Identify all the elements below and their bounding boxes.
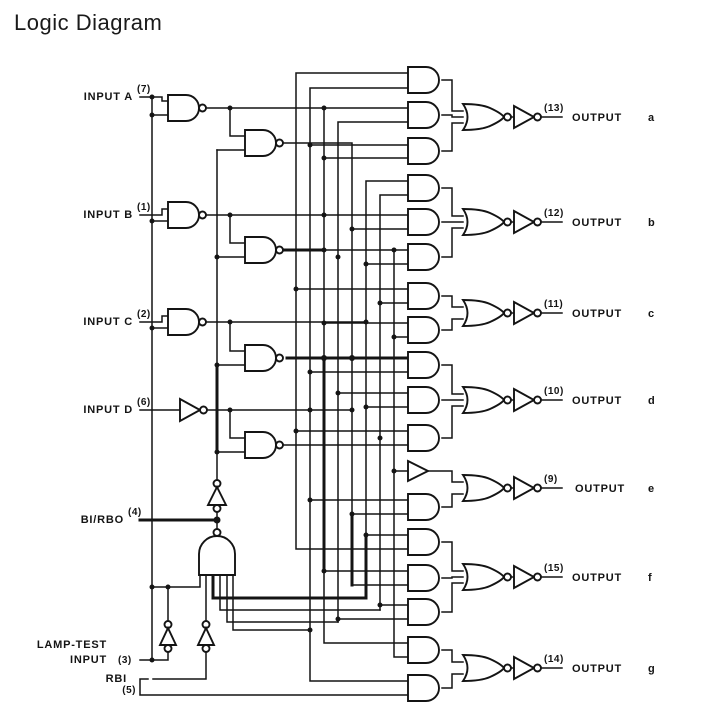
- nand-gate-input-c: [168, 309, 206, 335]
- nor-gate-g: [463, 655, 511, 681]
- and-gate: [408, 425, 439, 451]
- inverter-birbo: [208, 480, 226, 512]
- and-gate: [408, 283, 439, 309]
- output-gate-column: [463, 104, 541, 681]
- and-gate: [408, 352, 439, 378]
- output-inverter-e: [514, 477, 541, 499]
- and-gate: [408, 67, 439, 93]
- output-b-label: OUTPUT: [572, 217, 623, 229]
- nand-gate-d2: [245, 432, 283, 458]
- and-gate: [408, 317, 439, 343]
- output-inverter-f: [514, 566, 541, 588]
- inverter-lamp-test: [160, 621, 176, 652]
- input-gate-column: [160, 95, 283, 652]
- inverter-rbi: [198, 621, 214, 652]
- and-gate-array: [408, 67, 439, 701]
- output-d-segment: d: [648, 395, 655, 407]
- nor-gate-f: [463, 564, 511, 590]
- input-c-label: INPUT C: [83, 316, 133, 328]
- output-a-label: OUTPUT: [572, 112, 623, 124]
- and-gate: [408, 675, 439, 701]
- output-c-pin: (11): [544, 299, 564, 310]
- output-d-pin: (10): [544, 386, 564, 397]
- input-a-pin: (7): [137, 84, 151, 95]
- output-inverter-c: [514, 302, 541, 324]
- rbi-label: RBI: [105, 673, 127, 685]
- nor-gate-d: [463, 387, 511, 413]
- output-e-label: OUTPUT: [575, 483, 626, 495]
- nand-gate-b2: [245, 237, 283, 263]
- and-gate: [408, 209, 439, 235]
- output-inverter-b: [514, 211, 541, 233]
- bi-rbo-pin: (4): [128, 507, 142, 518]
- nand-gate-a2: [245, 130, 283, 156]
- input-b-pin: (1): [137, 202, 151, 213]
- input-d-pin: (6): [137, 397, 151, 408]
- output-inverter-d: [514, 389, 541, 411]
- output-inverter-g: [514, 657, 541, 679]
- output-b-pin: (12): [544, 208, 564, 219]
- output-e-pin: (9): [544, 474, 558, 485]
- page-title: Logic Diagram: [14, 10, 163, 35]
- output-f-segment: f: [648, 572, 652, 584]
- and-gate: [408, 138, 439, 164]
- wire-mesh: [140, 73, 562, 695]
- and-gate: [408, 102, 439, 128]
- lamp-test-label-line2: INPUT: [70, 654, 107, 666]
- nand-gate-c2: [245, 345, 283, 371]
- output-labels: [544, 103, 655, 675]
- and-gate: [408, 494, 439, 520]
- nand-gate-input-a: [168, 95, 206, 121]
- lamp-test-pin: (3): [118, 655, 132, 666]
- inverter-input-d: [180, 399, 207, 421]
- and-gate: [408, 637, 439, 663]
- output-f-pin: (15): [544, 563, 564, 574]
- output-g-pin: (14): [544, 654, 564, 665]
- output-g-label: OUTPUT: [572, 663, 623, 675]
- and-gate: [408, 387, 439, 413]
- input-labels: [37, 84, 151, 696]
- output-a-segment: a: [648, 112, 655, 124]
- input-a-label: INPUT A: [83, 91, 133, 103]
- and-gate: [408, 565, 439, 591]
- output-f-label: OUTPUT: [572, 572, 623, 584]
- input-c-pin: (2): [137, 309, 151, 320]
- input-d-label: INPUT D: [83, 404, 133, 416]
- lamp-test-label-line1: LAMP-TEST: [36, 639, 107, 651]
- and-gate: [408, 599, 439, 625]
- output-b-segment: b: [648, 217, 655, 229]
- nor-gate-e: [463, 475, 511, 501]
- nor-gate-a: [463, 104, 511, 130]
- nor-gate-b: [463, 209, 511, 235]
- output-d-label: OUTPUT: [572, 395, 623, 407]
- bi-rbo-label: BI/RBO: [80, 514, 124, 526]
- and-gate: [408, 175, 439, 201]
- nand-gate-blanking: [199, 529, 235, 575]
- nor-gate-c: [463, 300, 511, 326]
- and-gate: [408, 529, 439, 555]
- rbi-pin: (5): [122, 685, 136, 696]
- output-e-segment: e: [648, 483, 655, 495]
- and-gate: [408, 244, 439, 270]
- output-g-segment: g: [648, 663, 655, 675]
- output-c-segment: c: [648, 308, 655, 320]
- buffer-gate-e: [408, 461, 428, 481]
- junction-dots: [150, 95, 397, 663]
- output-a-pin: (13): [544, 103, 564, 114]
- output-c-label: OUTPUT: [572, 308, 623, 320]
- output-inverter-a: [514, 106, 541, 128]
- input-b-label: INPUT B: [83, 209, 133, 221]
- nand-gate-input-b: [168, 202, 206, 228]
